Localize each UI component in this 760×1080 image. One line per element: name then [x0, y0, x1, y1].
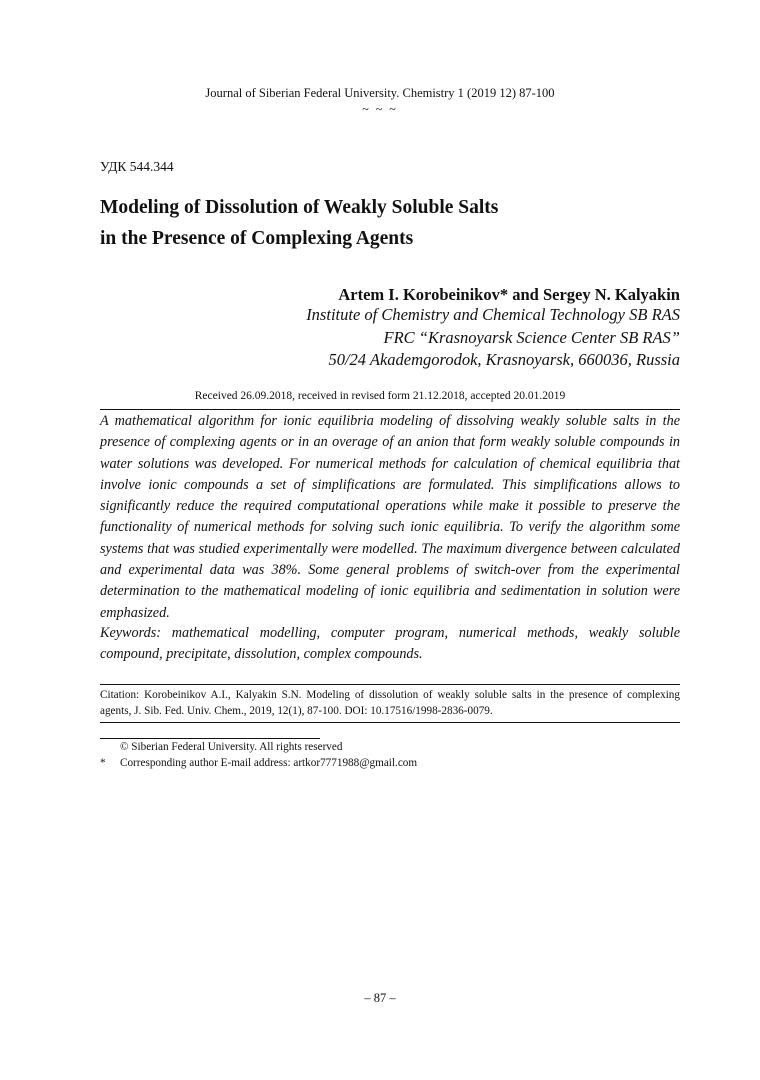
udc-code: УДК 544.344	[100, 159, 174, 174]
title-line: Modeling of Dissolution of Weakly Soluble Salts	[100, 197, 499, 218]
footnote-copyright	[100, 740, 680, 756]
abstract-top-rule	[100, 409, 680, 410]
section-separator: ~ ~ ~	[362, 102, 398, 116]
citation-top-rule	[100, 684, 680, 685]
page-number: – 87 –	[364, 991, 396, 1005]
footnote-text: Corresponding author E-mail address: artkor7771988@gmail.com	[120, 756, 418, 769]
citation-bottom-rule	[100, 722, 680, 723]
affiliation-line: 50/24 Akademgorodok, Krasnoyarsk, 660036, Russia	[328, 350, 680, 369]
footnote-text: © Siberian Federal University. All rights reserved	[120, 741, 343, 753]
footnote-corresponding-author	[100, 756, 680, 772]
footnote-mark: *	[100, 756, 106, 769]
running-head: Journal of Siberian Federal University. Chemistry 1 (2019 12) 87-100	[205, 86, 555, 100]
keywords: Keywords: mathematical modelling, computer program, numerical methods, weakly soluble compound, precipitate, dissolution, complex compounds.	[100, 625, 680, 663]
title-line: in the Presence of Complexing Agents	[100, 228, 414, 249]
footnote-mark	[100, 740, 120, 756]
affiliation	[306, 304, 680, 372]
received-dates: Received 26.09.2018, received in revised form 21.12.2018, accepted 20.01.2019	[194, 390, 566, 402]
affiliation-line: FRC “Krasnoyarsk Science Center SB RAS”	[383, 327, 680, 347]
footnotes	[100, 740, 680, 771]
affiliation-line: Institute of Chemistry and Chemical Technology SB RAS	[306, 305, 680, 324]
abstract: A mathematical algorithm for ionic equilibria modeling of dissolving weakly soluble salts in the presence of complexing agents or in an overage of an anion that form weakly soluble compounds in water solutions was developed. For numerical methods for calculation of chemical equilibria that involve ionic compounds a set of simplifications are formulated. This simplifications allows to significantly reduce the required computational operations while make it possible to preserve the functionality of numerical methods for solving such ionic equilibria. To verify the algorithm some systems that was studied experimentally were modelled. The maximum divergence between calculated and experimental data was 38%. Some general problems of switch-over from the experimental determination to the mathematical modeling of ionic equilibria and sedimentation in solution were emphasized.	[100, 413, 680, 621]
article-title	[100, 192, 660, 254]
citation: Citation: Korobeinikov A.I., Kalyakin S.N. Modeling of dissolution of weakly soluble salts in the presence of complexing agents, J. Sib. Fed. Univ. Chem., 2019, 12(1), 87-100. DOI: 10.17516/1998-2836-0079.	[100, 689, 680, 717]
authors: Artem I. Korobeinikov* and Sergey N. Kalyakin	[338, 285, 680, 304]
footnote-rule	[100, 738, 320, 739]
